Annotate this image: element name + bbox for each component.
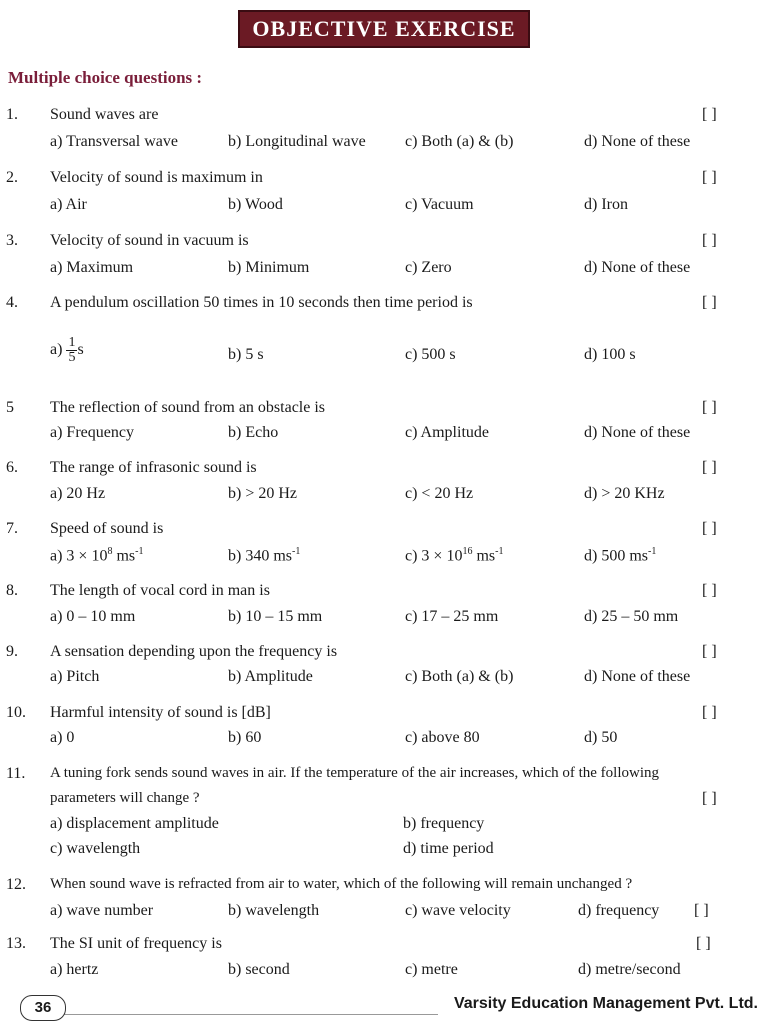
- option-d: d) time period: [403, 840, 494, 857]
- answer-bracket: [ ]: [702, 399, 717, 416]
- option-b: b) 10 – 15 mm: [228, 608, 323, 625]
- question-text: The length of vocal cord in man is: [50, 582, 270, 599]
- option-d: d) 50: [584, 729, 618, 746]
- option-c: c) 17 – 25 mm: [405, 608, 499, 625]
- option-a: a) Frequency: [50, 424, 134, 441]
- option-c: c) metre: [405, 961, 458, 978]
- option-b: b) Minimum: [228, 259, 310, 276]
- option-a: a) hertz: [50, 961, 99, 978]
- option-b: b) Longitudinal wave: [228, 133, 366, 150]
- question-text: A tuning fork sends sound waves in air. If the temperature of the air increases, which of the following: [50, 765, 660, 781]
- option-c: c) wave velocity: [405, 902, 511, 919]
- question-number: 6.: [6, 459, 18, 476]
- option-d: d) None of these: [584, 668, 691, 685]
- option-a-text: a) 3 × 10: [50, 547, 108, 565]
- question-text: The reflection of sound from an obstacle is: [50, 399, 326, 416]
- section-heading: Multiple choice questions :: [8, 68, 203, 87]
- answer-bracket: [ ]: [702, 232, 717, 249]
- option-d: [584, 546, 656, 565]
- question-text: A pendulum oscillation 50 times in 10 seconds then time period is: [50, 294, 473, 311]
- option-b: b) frequency: [403, 815, 485, 832]
- unit: ms: [112, 547, 136, 565]
- option-c: c) 500 s: [405, 346, 456, 363]
- option-d: d) None of these: [584, 259, 691, 276]
- question-text: The SI unit of frequency is: [50, 935, 222, 952]
- option-a: [50, 336, 84, 365]
- footer-divider: [64, 1014, 438, 1015]
- option-b: b) wavelength: [228, 902, 320, 919]
- question-text: When sound wave is refracted from air to water, which of the following will remain unchanged ?: [50, 876, 633, 892]
- question-number: 12.: [6, 876, 26, 893]
- answer-bracket: [ ]: [694, 902, 709, 919]
- answer-bracket: [ ]: [702, 643, 717, 660]
- question-number: 13.: [6, 935, 26, 952]
- option-a: a) displacement amplitude: [50, 815, 219, 832]
- option-a: a) Air: [50, 196, 87, 213]
- option-b: b) second: [228, 961, 290, 978]
- fraction-denominator: 5: [68, 350, 76, 365]
- option-d: d) None of these: [584, 133, 691, 150]
- option-b-text: b) 340 ms: [228, 547, 292, 565]
- exponent: -1: [495, 546, 504, 557]
- unit: ms: [472, 547, 496, 565]
- option-a: a) Transversal wave: [50, 133, 178, 150]
- option-c: c) Zero: [405, 259, 452, 276]
- question-text: A sensation depending upon the frequency is: [50, 643, 338, 660]
- question-text-line-2: parameters will change ?: [50, 790, 200, 806]
- question-number: 7.: [6, 520, 18, 537]
- answer-bracket: [ ]: [702, 294, 717, 311]
- question-number: 3.: [6, 232, 18, 249]
- option-a: a) 20 Hz: [50, 485, 106, 502]
- answer-bracket: [ ]: [702, 106, 717, 123]
- question-number: 2.: [6, 169, 18, 186]
- option-a: a) 0 – 10 mm: [50, 608, 136, 625]
- option-b: b) 5 s: [228, 346, 264, 363]
- fraction: [66, 336, 77, 365]
- answer-bracket: [ ]: [696, 935, 711, 952]
- question-text: Speed of sound is: [50, 520, 164, 537]
- option-d: d) 25 – 50 mm: [584, 608, 679, 625]
- question-text: Harmful intensity of sound is [dB]: [50, 704, 271, 721]
- question-number: 10.: [6, 704, 26, 721]
- answer-bracket: [ ]: [702, 790, 717, 807]
- option-b: b) Wood: [228, 196, 283, 213]
- option-d: d) Iron: [584, 196, 628, 213]
- question-text: Sound waves are: [50, 106, 159, 123]
- question-number: 1.: [6, 106, 18, 123]
- option-a: [50, 546, 143, 565]
- option-b: [228, 546, 300, 565]
- option-c: c) Both (a) & (b): [405, 133, 514, 150]
- option-b: b) > 20 Hz: [228, 485, 298, 502]
- page-title: OBJECTIVE EXERCISE: [238, 10, 529, 48]
- answer-bracket: [ ]: [702, 582, 717, 599]
- question-text: Velocity of sound in vacuum is: [50, 232, 249, 249]
- option-c: c) < 20 Hz: [405, 485, 474, 502]
- option-c: c) wavelength: [50, 840, 141, 857]
- question-number: 5: [6, 399, 14, 416]
- option-c: [405, 546, 503, 565]
- answer-bracket: [ ]: [702, 459, 717, 476]
- option-b: b) Echo: [228, 424, 279, 441]
- exponent: -1: [292, 546, 301, 557]
- option-a: a) 0: [50, 729, 75, 746]
- question-number: 11.: [6, 765, 26, 782]
- option-a: a) Maximum: [50, 259, 134, 276]
- exponent: -1: [648, 546, 657, 557]
- option-d: d) metre/second: [578, 961, 681, 978]
- option-b: b) Amplitude: [228, 668, 313, 685]
- question-text: Velocity of sound is maximum in: [50, 169, 263, 186]
- option-a: a) wave number: [50, 902, 154, 919]
- question-number: 4.: [6, 294, 18, 311]
- answer-bracket: [ ]: [702, 520, 717, 537]
- option-d: d) frequency: [578, 902, 660, 919]
- option-b: b) 60: [228, 729, 262, 746]
- title-banner: [0, 10, 768, 48]
- option-c: c) Both (a) & (b): [405, 668, 514, 685]
- exponent: -1: [135, 546, 144, 557]
- option-a: a) Pitch: [50, 668, 100, 685]
- answer-bracket: [ ]: [702, 704, 717, 721]
- option-c: c) Amplitude: [405, 424, 489, 441]
- question-number: 9.: [6, 643, 18, 660]
- page-number: 36: [20, 995, 66, 1021]
- fraction-unit: s: [77, 341, 84, 359]
- exponent: 16: [462, 546, 473, 557]
- option-c: c) Vacuum: [405, 196, 474, 213]
- publisher-name: Varsity Education Management Pvt. Ltd.: [453, 995, 758, 1012]
- option-d: d) 100 s: [584, 346, 636, 363]
- exponent: 8: [107, 546, 113, 557]
- option-d: d) None of these: [584, 424, 691, 441]
- option-c: c) above 80: [405, 729, 480, 746]
- option-c-text: c) 3 × 10: [405, 547, 463, 565]
- option-d-text: d) 500 ms: [584, 547, 648, 565]
- answer-bracket: [ ]: [702, 169, 717, 186]
- question-number: 8.: [6, 582, 18, 599]
- option-d: d) > 20 KHz: [584, 485, 665, 502]
- question-text: The range of infrasonic sound is: [50, 459, 257, 476]
- fraction-numerator: 1: [68, 335, 76, 350]
- option-a-label: a): [50, 341, 63, 359]
